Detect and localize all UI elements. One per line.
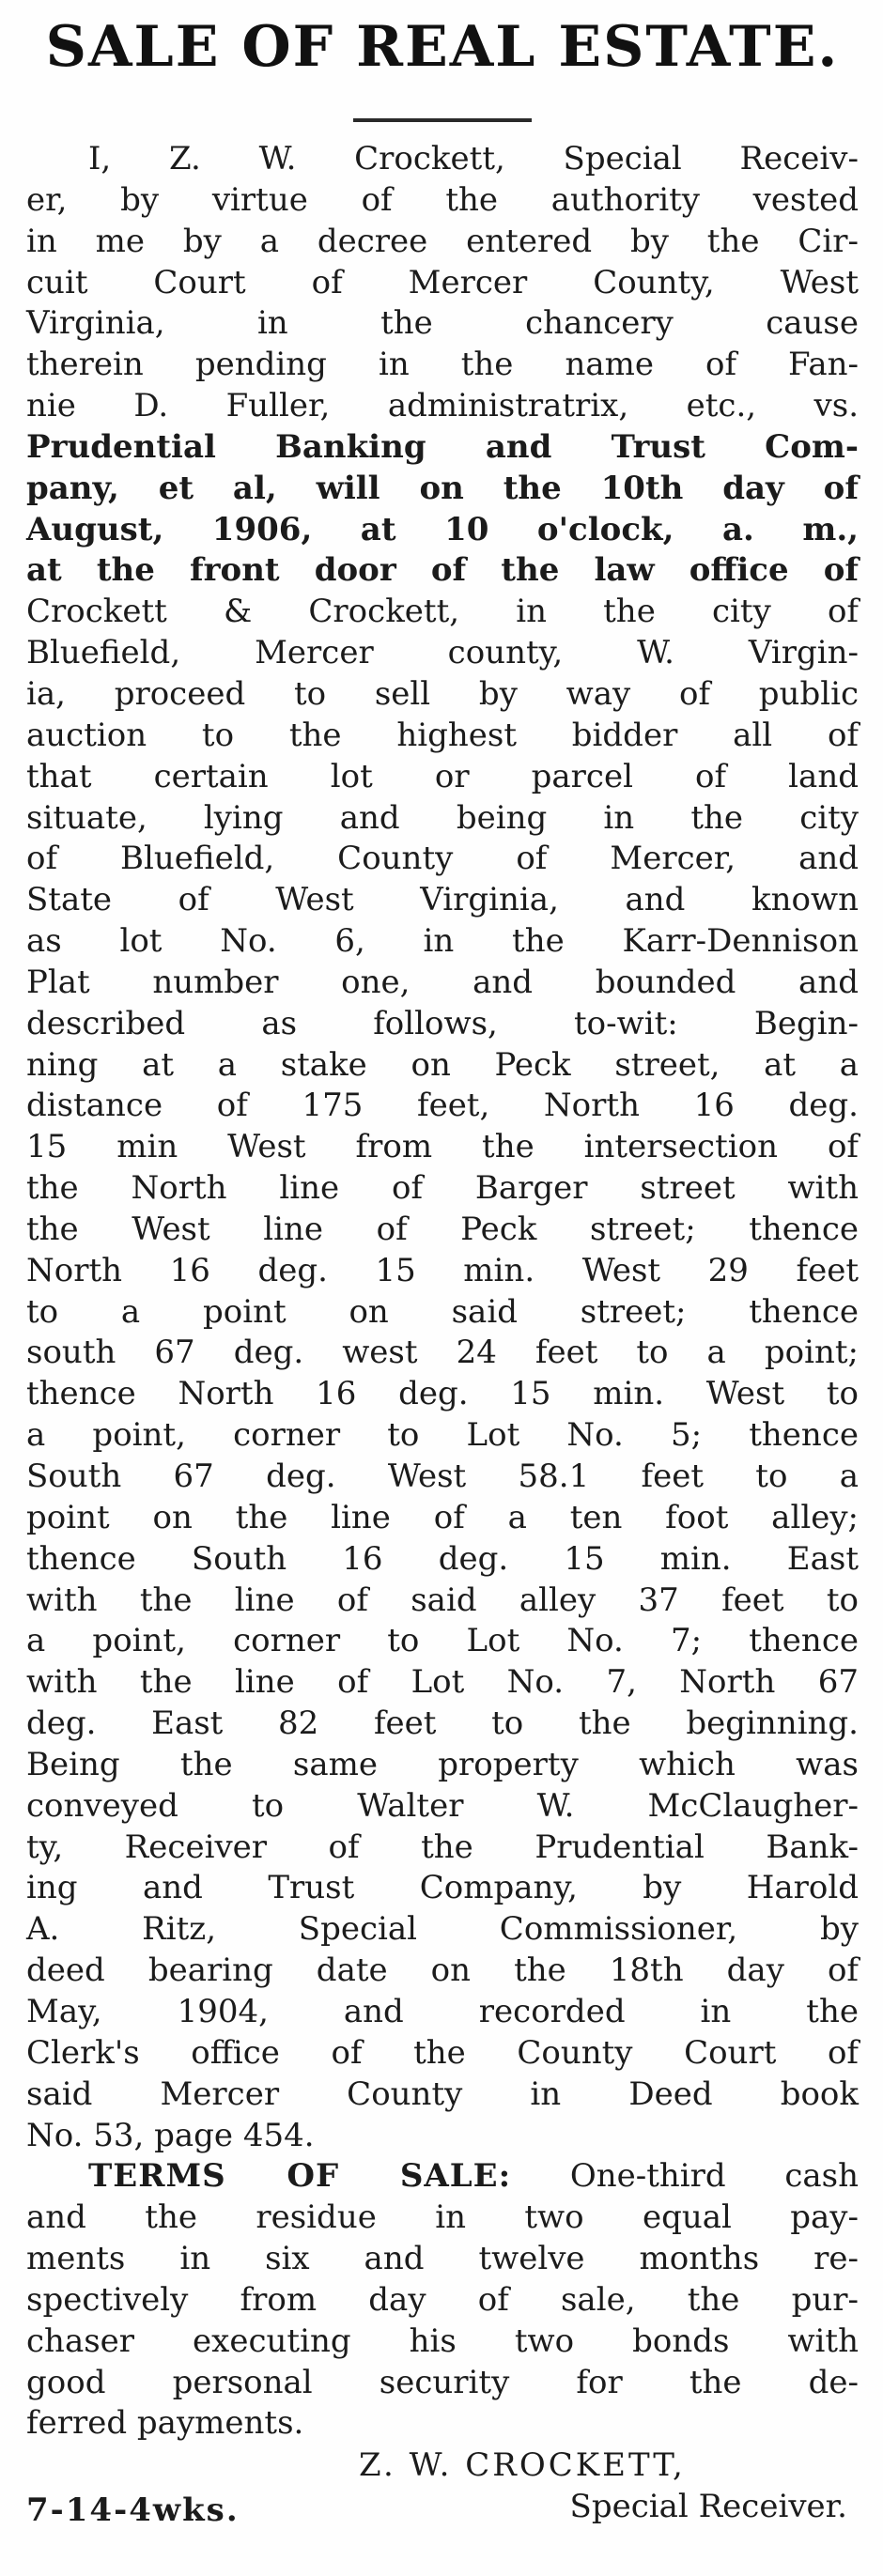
text-line: Plat number one, and bounded and bbox=[26, 963, 859, 1001]
text-line: I, Z. W. Crockett, Special Receiv- bbox=[88, 140, 859, 177]
text-line: thence South 16 deg. 15 min. East bbox=[26, 1539, 859, 1578]
text-line: auction to the highest bidder all of bbox=[26, 716, 859, 754]
text-line: the West line of Peck street; thence bbox=[26, 1210, 859, 1248]
text-line: with the line of said alley 37 feet to bbox=[26, 1581, 859, 1619]
text-line: thence North 16 deg. 15 min. West to bbox=[26, 1375, 859, 1413]
publication-dateline: 7-14-4wks. bbox=[26, 2491, 240, 2530]
text-line: Clerk's office of the County Court of bbox=[26, 2033, 859, 2072]
text-line: No. 53, page 454. bbox=[26, 2116, 315, 2154]
text-line: at the front door of the law office of bbox=[26, 551, 859, 590]
text-line: and the residue in two equal pay- bbox=[26, 2198, 859, 2237]
text-line: situate, lying and being in the city bbox=[26, 798, 859, 837]
text-line: deed bearing date on the 18th day of bbox=[26, 1951, 859, 1990]
notice-body bbox=[26, 139, 859, 2445]
terms-first-line bbox=[26, 2156, 859, 2198]
text-line: State of West Virginia, and known bbox=[26, 881, 859, 919]
signature-block bbox=[26, 2445, 859, 2529]
signer-title: Special Receiver. bbox=[569, 2488, 847, 2526]
text-line: of Bluefield, County of Mercer, and bbox=[26, 840, 859, 878]
text-line: described as follows, to-wit: Begin- bbox=[26, 1004, 859, 1042]
text-line: pany, et al, will on the 10th day of bbox=[26, 469, 859, 507]
text-line: a point, corner to Lot No. 7; thence bbox=[26, 1622, 859, 1660]
divider-rule bbox=[353, 118, 532, 122]
text-line: good personal security for the de- bbox=[26, 2363, 859, 2401]
text-line: spectively from day of sale, the pur- bbox=[26, 2280, 859, 2319]
text-line: Prudential Banking and Trust Com- bbox=[26, 427, 859, 466]
text-line: South 67 deg. West 58.1 feet to a bbox=[26, 1458, 859, 1495]
text-line: ing and Trust Company, by Harold bbox=[26, 1869, 859, 1907]
text-line: A. Ritz, Special Commissioner, by bbox=[26, 1910, 859, 1949]
text-line: distance of 175 feet, North 16 deg. bbox=[26, 1087, 859, 1125]
text-line: Bluefield, Mercer county, W. Virgin- bbox=[26, 634, 859, 672]
text-line: therein pending in the name of Fan- bbox=[26, 346, 859, 384]
text-line: ferred payments. bbox=[26, 2404, 304, 2443]
text-line: August, 1906, at 10 o'clock, a. m., bbox=[26, 510, 859, 548]
text-line: North 16 deg. 15 min. West 29 feet bbox=[26, 1251, 859, 1289]
terms-first-line-text: One-third cash bbox=[511, 2157, 859, 2196]
text-line: with the line of Lot No. 7, North 67 bbox=[26, 1663, 859, 1702]
text-line: Being the same property which was bbox=[26, 1745, 859, 1783]
terms-paragraph bbox=[26, 2156, 859, 2445]
text-line: a point, corner to Lot No. 5; thence bbox=[26, 1416, 859, 1455]
text-line: ments in six and twelve months re- bbox=[26, 2240, 859, 2278]
text-line: nie D. Fuller, administratrix, etc., vs. bbox=[26, 387, 859, 425]
text-line: south 67 deg. west 24 feet to a point; bbox=[26, 1334, 859, 1372]
text-line: in me by a decree entered by the Cir- bbox=[26, 222, 859, 260]
notice-paragraph bbox=[26, 139, 859, 2156]
text-line: 15 min West from the intersection of bbox=[26, 1128, 859, 1166]
text-line: deg. East 82 feet to the beginning. bbox=[26, 1704, 859, 1743]
terms-label: TERMS OF SALE: bbox=[88, 2157, 512, 2196]
text-line: the North line of Barger street with bbox=[26, 1169, 859, 1208]
signer-name: Z. W. CROCKETT, bbox=[359, 2446, 686, 2485]
text-line: point on the line of a ten foot alley; bbox=[26, 1498, 859, 1536]
headline: SALE OF REAL ESTATE. bbox=[45, 14, 840, 80]
text-line: conveyed to Walter W. McClaugher- bbox=[26, 1786, 859, 1825]
text-line: said Mercer County in Deed book bbox=[26, 2075, 859, 2113]
text-line: as lot No. 6, in the Karr-Dennison bbox=[26, 922, 859, 961]
text-line: cuit Court of Mercer County, West bbox=[26, 263, 859, 301]
text-line: er, by virtue of the authority vested bbox=[26, 180, 859, 219]
text-line: ia, proceed to sell by way of public bbox=[26, 674, 859, 713]
text-line: Virginia, in the chancery cause bbox=[26, 304, 859, 343]
text-line: May, 1904, and recorded in the bbox=[26, 1992, 859, 2030]
text-line: ning at a stake on Peck street, at a bbox=[26, 1045, 859, 1084]
text-line: chaser executing his two bonds with bbox=[26, 2321, 859, 2360]
text-line: Crockett & Crockett, in the city of bbox=[26, 593, 859, 631]
text-line: that certain lot or parcel of land bbox=[26, 757, 859, 795]
text-line: ty, Receiver of the Prudential Bank- bbox=[26, 1828, 859, 1866]
text-line: to a point on said street; thence bbox=[26, 1292, 859, 1331]
